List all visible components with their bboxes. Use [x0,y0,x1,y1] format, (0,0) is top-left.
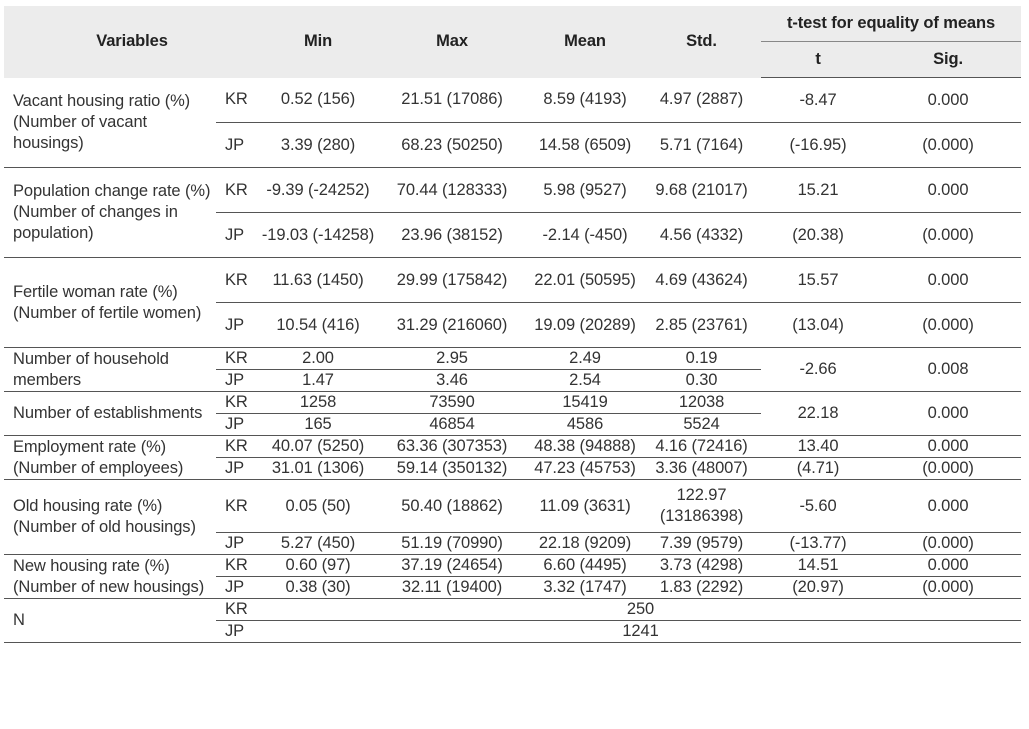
header-max: Max [376,6,528,78]
t-value: (-13.77) [761,533,875,555]
n-value: 250 [260,599,1021,621]
std-value: 4.97 (2887) [642,78,761,123]
min-value: 10.54 (416) [260,303,376,348]
std-value: 0.19 [642,348,761,370]
sig-value: 0.000 [875,392,1021,436]
sig-value: (0.000) [875,458,1021,480]
n-value: 1241 [260,621,1021,643]
sig-value: 0.008 [875,348,1021,392]
mean-value: 2.54 [528,370,642,392]
std-value: 9.68 (21017) [642,168,761,213]
min-value: 0.38 (30) [260,577,376,599]
country-label: JP [216,621,260,643]
t-value: (13.04) [761,303,875,348]
min-value: 0.60 (97) [260,555,376,577]
max-value: 21.51 (17086) [376,78,528,123]
t-value: (4.71) [761,458,875,480]
table-row [4,78,1021,123]
max-value: 50.40 (18862) [376,480,528,533]
min-value: 31.01 (1306) [260,458,376,480]
country-label: KR [216,555,260,577]
country-label: KR [216,78,260,123]
country-label: KR [216,258,260,303]
header-std: Std. [642,6,761,78]
std-value: 12038 [642,392,761,414]
mean-value: 4586 [528,414,642,436]
sig-value: (0.000) [875,123,1021,168]
min-value: 1.47 [260,370,376,392]
country-label: JP [216,213,260,258]
country-label: JP [216,577,260,599]
mean-value: 5.98 (9527) [528,168,642,213]
t-value: 15.21 [761,168,875,213]
min-value: 11.63 (1450) [260,258,376,303]
mean-value: 11.09 (3631) [528,480,642,533]
variable-label: New housing rate (%) (Number of new housings) [4,555,216,599]
min-value: 0.05 (50) [260,480,376,533]
n-label: N [4,599,216,643]
max-value: 32.11 (19400) [376,577,528,599]
country-label: KR [216,599,260,621]
mean-value: 14.58 (6509) [528,123,642,168]
table-row [4,436,1021,458]
table-row [4,392,1021,414]
std-value: 1.83 (2292) [642,577,761,599]
sig-value: (0.000) [875,577,1021,599]
country-label: KR [216,392,260,414]
max-value: 31.29 (216060) [376,303,528,348]
country-label: JP [216,123,260,168]
mean-value: 3.32 (1747) [528,577,642,599]
t-value: -5.60 [761,480,875,533]
descriptive-statistics-table [4,6,1021,643]
t-value: (-16.95) [761,123,875,168]
variable-label: Vacant housing ratio (%) (Number of vacant housings) [4,78,216,168]
min-value: -9.39 (-24252) [260,168,376,213]
mean-value: 15419 [528,392,642,414]
max-value: 23.96 (38152) [376,213,528,258]
variable-label: Number of establishments [4,392,216,436]
max-value: 51.19 (70990) [376,533,528,555]
max-value: 68.23 (50250) [376,123,528,168]
std-value: 7.39 (9579) [642,533,761,555]
country-label: KR [216,168,260,213]
country-label: JP [216,370,260,392]
t-value: -8.47 [761,78,875,123]
std-value: 4.56 (4332) [642,213,761,258]
std-value: 3.73 (4298) [642,555,761,577]
max-value: 3.46 [376,370,528,392]
sig-value: (0.000) [875,533,1021,555]
country-label: KR [216,480,260,533]
sig-value: 0.000 [875,436,1021,458]
mean-value: 8.59 (4193) [528,78,642,123]
std-value: 4.69 (43624) [642,258,761,303]
country-label: JP [216,414,260,436]
min-value: 40.07 (5250) [260,436,376,458]
mean-value: 2.49 [528,348,642,370]
std-value: 5.71 (7164) [642,123,761,168]
t-value: (20.97) [761,577,875,599]
mean-value: 48.38 (94888) [528,436,642,458]
max-value: 2.95 [376,348,528,370]
max-value: 37.19 (24654) [376,555,528,577]
table-row [4,348,1021,370]
sig-value: 0.000 [875,258,1021,303]
header-sig: Sig. [875,42,1021,78]
max-value: 70.44 (128333) [376,168,528,213]
max-value: 59.14 (350132) [376,458,528,480]
min-value: 2.00 [260,348,376,370]
variable-label: Number of household members [4,348,216,392]
header-t: t [761,42,875,78]
header-min: Min [260,6,376,78]
std-value: 0.30 [642,370,761,392]
mean-value: 22.01 (50595) [528,258,642,303]
table-row [4,480,1021,533]
max-value: 63.36 (307353) [376,436,528,458]
mean-value: 22.18 (9209) [528,533,642,555]
table-row [4,168,1021,213]
country-label: JP [216,303,260,348]
std-value: 5524 [642,414,761,436]
std-value: 2.85 (23761) [642,303,761,348]
sig-value: (0.000) [875,213,1021,258]
header-variables: Variables [4,6,260,78]
t-value: (20.38) [761,213,875,258]
country-label: JP [216,533,260,555]
variable-label: Population change rate (%) (Number of changes in population) [4,168,216,258]
min-value: 0.52 (156) [260,78,376,123]
table-row-n [4,599,1021,621]
std-value: 4.16 (72416) [642,436,761,458]
header-mean: Mean [528,6,642,78]
max-value: 46854 [376,414,528,436]
std-value: 3.36 (48007) [642,458,761,480]
country-label: KR [216,436,260,458]
mean-value: -2.14 (-450) [528,213,642,258]
min-value: 5.27 (450) [260,533,376,555]
mean-value: 47.23 (45753) [528,458,642,480]
min-value: 3.39 (280) [260,123,376,168]
t-value: 13.40 [761,436,875,458]
sig-value: 0.000 [875,78,1021,123]
max-value: 29.99 (175842) [376,258,528,303]
t-value: 22.18 [761,392,875,436]
sig-value: 0.000 [875,555,1021,577]
std-value: 122.97 (13186398) [642,480,761,533]
sig-value: 0.000 [875,480,1021,533]
table-row [4,555,1021,577]
variable-label: Employment rate (%) (Number of employees) [4,436,216,480]
variable-label: Old housing rate (%) (Number of old housings) [4,480,216,555]
min-value: 165 [260,414,376,436]
min-value: -19.03 (-14258) [260,213,376,258]
mean-value: 6.60 (4495) [528,555,642,577]
header-ttest: t-test for equality of means [761,6,1021,42]
min-value: 1258 [260,392,376,414]
table-row [4,258,1021,303]
sig-value: (0.000) [875,303,1021,348]
t-value: 14.51 [761,555,875,577]
t-value: 15.57 [761,258,875,303]
mean-value: 19.09 (20289) [528,303,642,348]
t-value: -2.66 [761,348,875,392]
country-label: KR [216,348,260,370]
sig-value: 0.000 [875,168,1021,213]
max-value: 73590 [376,392,528,414]
variable-label: Fertile woman rate (%) (Number of fertile women) [4,258,216,348]
country-label: JP [216,458,260,480]
